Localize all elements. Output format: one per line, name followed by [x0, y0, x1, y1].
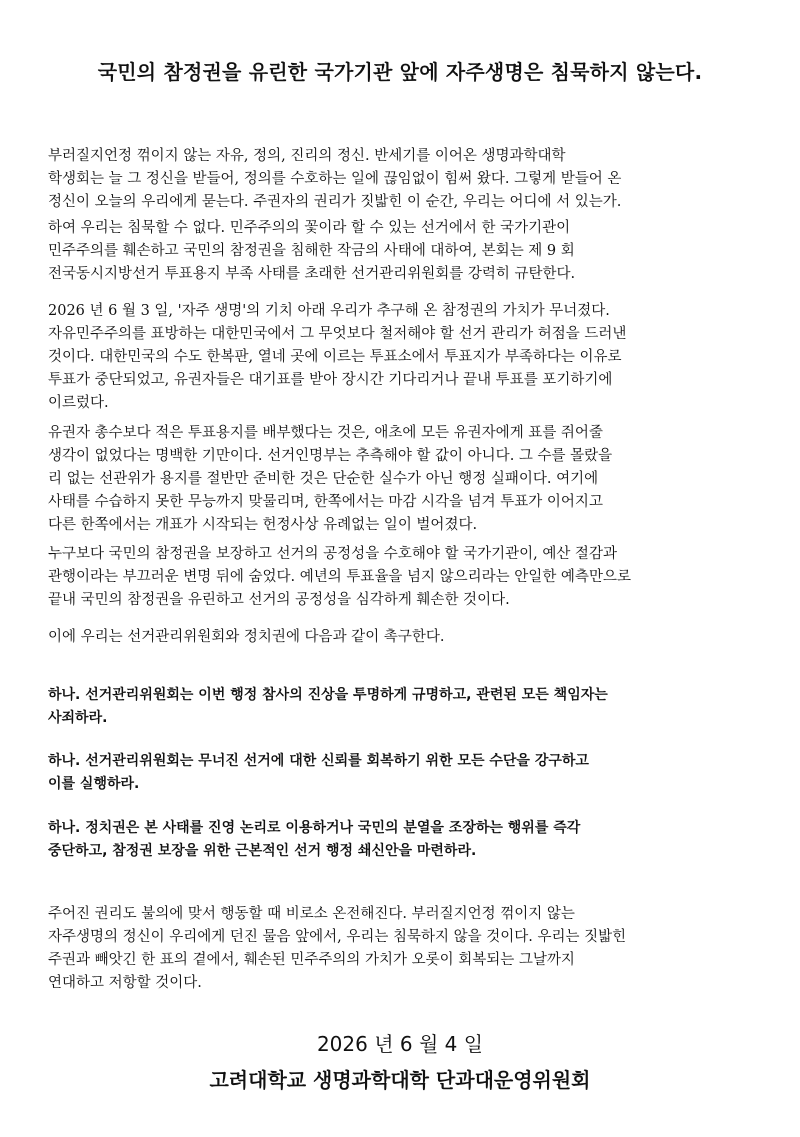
demand-line: 하나. 정치권은 본 사태를 진영 논리로 이용하거나 국민의 분열을 조장하는 행위를 즉각 — [48, 820, 581, 836]
demand-line: 하나. 선거관리위원회는 이번 행정 참사의 진상을 투명하게 규명하고, 관련된 모든 책임자는 — [48, 687, 608, 703]
paragraph-line: 다른 한쪽에서는 개표가 시작되는 헌정사상 유례없는 일이 벌어졌다. — [48, 517, 478, 533]
paragraph-line: 유권자 총수보다 적은 투표용지를 배부했다는 것은, 애초에 모든 유권자에게 표를 쥐어줄 — [48, 425, 603, 441]
paragraph-line: 끝내 국민의 참정권을 유린하고 선거의 공정성을 심각하게 훼손한 것이다. — [48, 592, 510, 608]
paragraph-line: 정신이 오늘의 우리에게 묻는다. 주권자의 권리가 짓밟힌 이 순간, 우리는 어디에 서 있는가. — [48, 194, 622, 210]
closing-line: 연대하고 저항할 것이다. — [48, 975, 202, 991]
demand-2 — [48, 750, 760, 796]
paragraph-6 — [48, 626, 758, 649]
demand-1 — [48, 684, 760, 730]
paragraph-line: 학생회는 늘 그 정신을 받들어, 정의를 수호하는 일에 끊임없이 힘써 왔다. 그렇게 받들어 온 — [48, 171, 622, 187]
paragraph-line: 투표가 중단되었고, 유권자들은 대기표를 받아 장시간 기다리거나 끝내 투표를 포기하기에 — [48, 372, 613, 388]
closing-line: 주어진 권리도 불의에 맞서 행동할 때 비로소 온전해진다. 부러질지언정 꺾이지 않는 — [48, 906, 575, 922]
paragraph-line: 것이다. 대한민국의 수도 한복판, 열네 곳에 이르는 투표소에서 투표지가 부족하다는 이유로 — [48, 349, 622, 365]
paragraph-line: 하여 우리는 침묵할 수 없다. 민주주의의 꽃이라 할 수 있는 선거에서 한 국가기관이 — [48, 220, 571, 236]
paragraph-line: 민주주의를 훼손하고 국민의 참정권을 침해한 작금의 사태에 대하여, 본회는 제 9 회 — [48, 243, 575, 259]
demand-line: 하나. 선거관리위원회는 무너진 선거에 대한 신뢰를 회복하기 위한 모든 수단을 강구하고 — [48, 753, 589, 769]
paragraph-1 — [48, 145, 758, 214]
demand-line: 사죄하라. — [48, 710, 108, 726]
paragraph-4 — [48, 422, 758, 537]
statement-date: 2026 년 6 월 4 일 — [316, 1032, 484, 1056]
paragraph-line: 자유민주주의를 표방하는 대한민국에서 그 무엇보다 철저해야 할 선거 관리가 허점을 드러낸 — [48, 326, 627, 342]
paragraph-line: 리 없는 선관위가 용지를 절반만 준비한 것은 단순한 실수가 아닌 행정 실패이다. 여기에 — [48, 471, 599, 487]
paragraph-line: 2026 년 6 월 3 일, '자주 생명'의 기치 아래 우리가 추구해 온 참정권의 가치가 무너졌다. — [48, 303, 610, 319]
paragraph-2 — [48, 217, 758, 286]
paragraph-line: 생각이 없었다는 명백한 기만이다. 선거인명부는 추측해야 할 값이 아니다. 그 수를 몰랐을 — [48, 448, 613, 464]
paragraph-5 — [48, 543, 758, 612]
demand-line: 이를 실행하라. — [48, 776, 140, 792]
paragraph-3 — [48, 300, 758, 415]
statement-title: 국민의 참정권을 유린한 국가기관 앞에 자주생명은 침묵하지 않는다. — [97, 60, 703, 84]
paragraph-line: 전국동시지방선거 투표용지 부족 사태를 초래한 선거관리위원회를 강력히 규탄한다. — [48, 266, 576, 282]
demand-3 — [48, 817, 760, 863]
paragraph-line: 누구보다 국민의 참정권을 보장하고 선거의 공정성을 수호해야 할 국가기관이, 예산 절감과 — [48, 546, 617, 562]
paragraph-line: 이에 우리는 선거관리위원회와 정치권에 다음과 같이 촉구한다. — [48, 629, 445, 645]
paragraph-line: 관행이라는 부끄러운 변명 뒤에 숨었다. 예년의 투표율을 넘지 않으리라는 안일한 예측만으로 — [48, 569, 631, 585]
closing-paragraph — [48, 903, 758, 995]
paragraph-line: 사태를 수습하지 못한 무능까지 맞물리며, 한쪽에서는 마감 시각을 넘겨 투표가 이어지고 — [48, 494, 603, 510]
demand-line: 중단하고, 참정권 보장을 위한 근본적인 선거 행정 쇄신안을 마련하라. — [48, 843, 477, 859]
organization-name: 고려대학교 생명과학대학 단과대운영위원회 — [209, 1068, 591, 1092]
paragraph-line: 부러질지언정 꺾이지 않는 자유, 정의, 진리의 정신. 반세기를 이어온 생명과학대학 — [48, 148, 566, 164]
paragraph-line: 이르렀다. — [48, 395, 109, 411]
closing-line: 주권과 빼앗긴 한 표의 곁에서, 훼손된 민주주의의 가치가 오롯이 회복되는 그날까지 — [48, 952, 575, 968]
closing-line: 자주생명의 정신이 우리에게 던진 물음 앞에서, 우리는 침묵하지 않을 것이다. 우리는 짓밟힌 — [48, 929, 627, 945]
